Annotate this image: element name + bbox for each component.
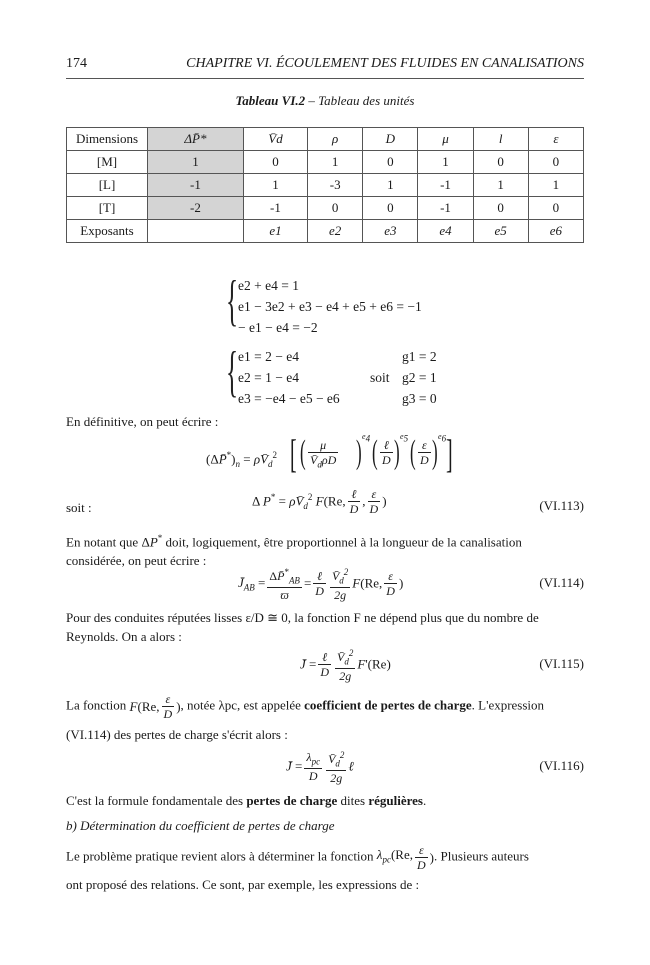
- paragraph-bold: régulières: [368, 793, 423, 808]
- equation-116: J̄ = $\frac{\lambda_{pc}}{D}$ $\frac{V̄_d^2}{2g}$ ℓ: [286, 750, 354, 786]
- table-cell: [L]: [67, 174, 148, 197]
- table-cell: -1: [243, 197, 307, 220]
- table-row: [67, 174, 584, 197]
- table-cell: 0: [363, 151, 418, 174]
- equation-113: Δ $P^* = \rho V̄_d^2$ F(Re, $\frac{\text{ℓ}}{D}$ , $\frac{\varepsilon}{D}$ ): [252, 487, 387, 516]
- table-header-cell: l: [473, 128, 528, 151]
- paragraph-text: , notée λpc, est appelée: [180, 697, 301, 713]
- main-equation: $(\Delta P̄^*)_n$ = $\rho V̄_d^2$ [ ( μ $V̄_d\rho D$ ) $e_4$ ( ℓ D ) $e_5$ ( $\frac{\varepsilon}{D}$ ) $e_6$ ]: [206, 431, 453, 476]
- paragraph-text: considérée, on peut écrire :: [66, 553, 207, 569]
- equation-115: J̄ = $\frac{\text{ℓ}}{D}$ $\frac{V̄_d^2}{2g}$ F'(Re): [300, 648, 391, 684]
- table-cell: 1: [473, 174, 528, 197]
- paragraph-text: La fonction: [66, 697, 127, 713]
- paragraph: Le problème pratique revient alors à déterminer la fonction $\lambda_{pc}(Re$, $\frac{\varepsilon}{D}$ ). Plusieurs auteurs: [66, 843, 529, 872]
- table-cell: -1: [418, 197, 473, 220]
- equation-system-1: [238, 275, 422, 338]
- table-cell: 0: [473, 197, 528, 220]
- table-caption-label: Tableau VI.2: [235, 93, 306, 108]
- table-header-cell: V̄d: [243, 128, 307, 151]
- left-brace: {: [226, 270, 239, 332]
- table-header-cell: μ: [418, 128, 473, 151]
- paragraph-text: Pour des conduites réputées lisses ε/D ≅ 0, la fonction F ne dépend plus que du nombre de: [66, 610, 539, 625]
- paragraph: En notant que ΔP* doit, logiquement, être proportionnel à la longueur de la canalisation considérée, on peut écrire :: [66, 533, 522, 569]
- system-line: e2 + e4 = 1: [238, 278, 299, 293]
- table-cell: [M]: [67, 151, 148, 174]
- paragraph-text: Le problème pratique revient alors à déterminer la fonction: [66, 848, 374, 864]
- equation-114: $J̄_{AB}$ = $\frac{\Delta P̄^*_{AB}}{ϖ}$ = $\frac{\text{ℓ}}{D}$ $\frac{V̄_d^2}{2g}$ F(Re, $\frac{\varepsilon}{D}$ ): [238, 567, 404, 603]
- equation-number: (VI.115): [539, 656, 584, 671]
- page-number: 174: [66, 56, 87, 71]
- left-brace: {: [226, 341, 239, 403]
- units-table: [66, 127, 584, 243]
- paragraph: ont proposé des relations. Ce sont, par exemple, les expressions de :: [66, 877, 420, 892]
- table-cell: e5: [473, 220, 528, 243]
- paragraph: La fonction F(Re, $\frac{\varepsilon}{D}$ ), notée λpc, est appelée coefficient de pertes de charge. L'expression: [66, 692, 545, 721]
- table-cell: -1: [148, 174, 244, 197]
- table-cell: e3: [363, 220, 418, 243]
- equation-number: (VI.116): [539, 758, 584, 773]
- table-caption: [0, 93, 650, 109]
- table-row: [67, 220, 584, 243]
- paragraph-text: . Plusieurs auteurs: [433, 848, 529, 864]
- paragraph-text: . L'expression: [471, 697, 545, 713]
- table-cell: e4: [418, 220, 473, 243]
- system-line: g3 = 0: [402, 391, 437, 406]
- page-header: [66, 50, 584, 79]
- paragraph: soit :: [66, 500, 92, 515]
- paragraph-text: C'est la formule fondamentale des: [66, 793, 244, 808]
- table-cell: 1: [243, 174, 307, 197]
- table-cell: -2: [148, 197, 244, 220]
- table-cell: 0: [528, 151, 583, 174]
- table-cell: 1: [308, 151, 363, 174]
- table-cell: 1: [528, 174, 583, 197]
- table-row: [67, 151, 584, 174]
- table-row: [67, 197, 584, 220]
- table-cell: 0: [528, 197, 583, 220]
- paragraph-text: doit, logiquement, être proportionnel à la longueur de la canalisation: [165, 534, 522, 550]
- table-cell: 1: [148, 151, 244, 174]
- table-header-row: [67, 128, 584, 151]
- table-cell: [148, 220, 244, 243]
- paragraph-bold: coefficient de pertes de charge: [304, 697, 472, 713]
- paragraph: (VI.114) des pertes de charge s'écrit alors :: [66, 727, 288, 742]
- system-line: e2 = 1 − e4: [238, 370, 299, 385]
- paragraph: [66, 791, 426, 810]
- paragraph-bold: pertes de charge: [246, 793, 338, 808]
- system-line: e1 = 2 − e4: [238, 349, 299, 364]
- table-cell: 0: [243, 151, 307, 174]
- table-cell: 0: [308, 197, 363, 220]
- system-line: − e1 − e4 = −2: [238, 320, 318, 335]
- system-line: e1 − 3e2 + e3 − e4 + e5 + e6 = −1: [238, 299, 422, 314]
- paragraph: En définitive, on peut écrire :: [66, 414, 219, 429]
- system-line: g1 = 2: [402, 349, 437, 364]
- paragraph: [66, 608, 584, 646]
- table-header-cell: D: [363, 128, 418, 151]
- table-header-cell: Dimensions: [67, 128, 148, 151]
- table-cell: -1: [418, 174, 473, 197]
- table-cell: -3: [308, 174, 363, 197]
- table-cell: Exposants: [67, 220, 148, 243]
- table-cell: 0: [363, 197, 418, 220]
- table-cell: e2: [308, 220, 363, 243]
- soit-word: soit: [370, 370, 390, 385]
- table-header-cell: ε: [528, 128, 583, 151]
- subsection-title: b) Détermination du coefficient de pertes de charge: [66, 818, 335, 833]
- equation-number: (VI.114): [539, 575, 584, 590]
- equation-system-2-results: [402, 346, 437, 409]
- paragraph-text: .: [422, 793, 427, 808]
- table-cell: 0: [473, 151, 528, 174]
- table-cell: 1: [418, 151, 473, 174]
- table-cell: e6: [528, 220, 583, 243]
- paragraph-text: Reynolds. On a alors :: [66, 629, 182, 644]
- paragraph-text: dites: [340, 793, 366, 808]
- table-cell: [T]: [67, 197, 148, 220]
- table-header-cell: ρ: [308, 128, 363, 151]
- system-line: g2 = 1: [402, 370, 437, 385]
- equation-number: (VI.113): [539, 498, 584, 513]
- table-cell: e1: [243, 220, 307, 243]
- paragraph-text: En notant que: [66, 534, 139, 550]
- table-cell: 1: [363, 174, 418, 197]
- equation-system-2: [238, 346, 340, 409]
- system-line: e3 = −e4 − e5 − e6: [238, 391, 340, 406]
- running-title: CHAPITRE VI. ÉCOULEMENT DES FLUIDES EN CANALISATIONS: [186, 56, 584, 71]
- table-header-cell: ΔP̄*: [148, 128, 244, 151]
- table-caption-text: – Tableau des unités: [305, 93, 415, 108]
